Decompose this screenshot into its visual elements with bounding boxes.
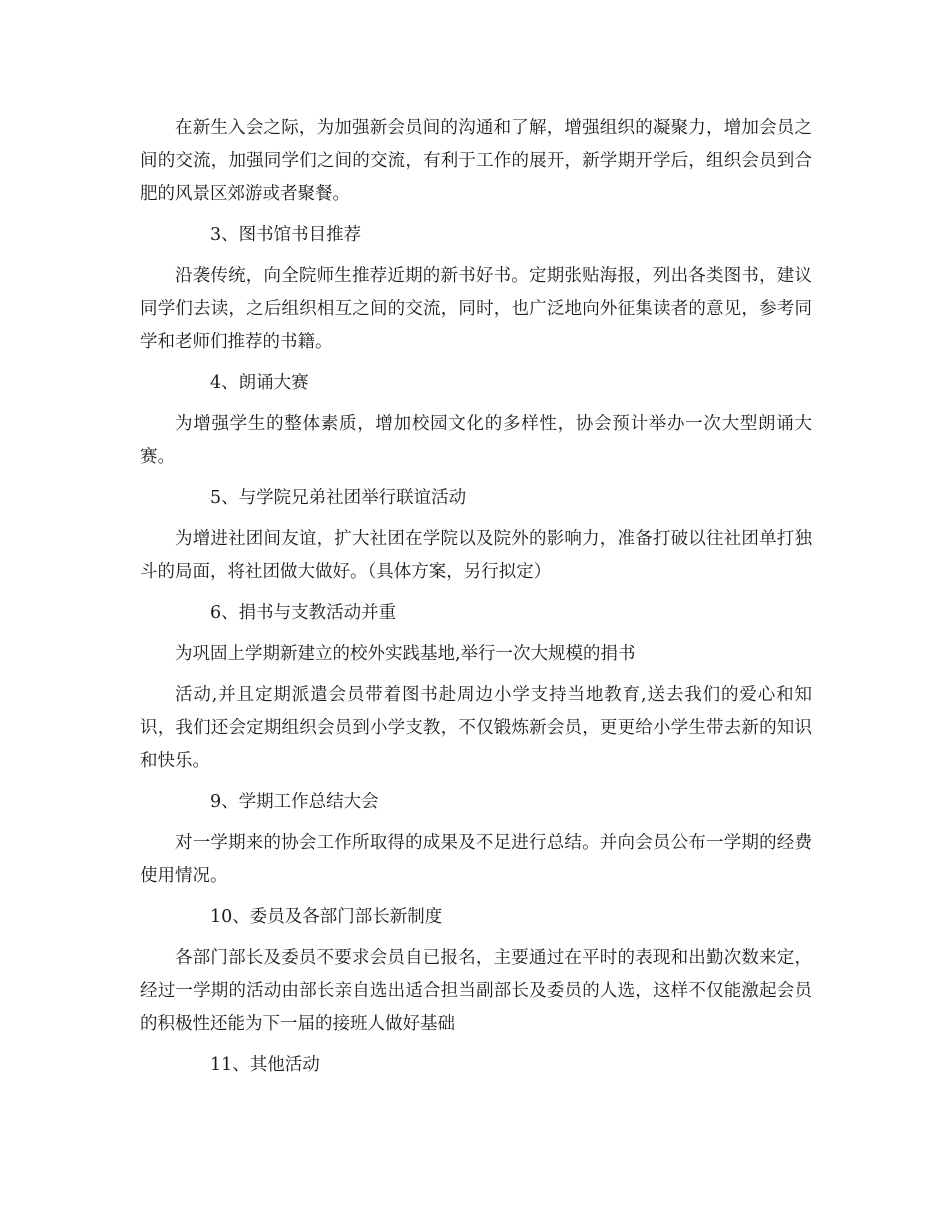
paragraph-orientation: 在新生入会之际，为加强新会员间的沟通和了解，增强组织的凝聚力，增加会员之间的交流，加强同学们之间的交流，有利于工作的展开，新学期开学后，组织会员到合肥的风景区郊游或者聚餐。 bbox=[140, 118, 812, 204]
paragraph-club-social: 为增进社团间友谊，扩大社团在学院以及院外的影响力，准备打破以往社团单打独斗的局面，将社团做大做好。（具体方案，另行拟定） bbox=[140, 529, 812, 582]
heading-book-donation: 6、捐书与支教活动并重 bbox=[210, 603, 397, 623]
paragraph-book-donation-1: 为巩固上学期新建立的校外实践基地,举行一次大规模的捐书 bbox=[175, 644, 636, 664]
paragraph-new-system: 各部门部长及委员不要求会员自已报名，主要通过在平时的表现和出勤次数来定，经过一学期的活动由部长亲自选出适合担当副部长及委员的人选，这样不仅能激起会员的积极性还能为下一届的接班人做好基础 bbox=[140, 948, 812, 1034]
heading-recitation-contest: 4、朗诵大赛 bbox=[210, 373, 309, 393]
paragraph-book-recommendation: 沿袭传统，向全院师生推荐近期的新书好书。定期张贴海报，列出各类图书，建议同学们去读，之后组织相互之间的交流，同时，也广泛地向外征集读者的意见，参考同学和老师们推荐的书籍。 bbox=[140, 266, 812, 352]
document-body bbox=[140, 112, 812, 1082]
heading-book-recommendation: 3、图书馆书目推荐 bbox=[210, 225, 362, 245]
heading-club-social: 5、与学院兄弟社团举行联谊活动 bbox=[210, 488, 467, 508]
paragraph-recitation-contest: 为增强学生的整体素质，增加校园文化的多样性，协会预计举办一次大型朗诵大赛。 bbox=[140, 414, 812, 467]
paragraph-book-donation-2: 活动,并且定期派遣会员带着图书赴周边小学支持当地教育,送去我们的爱心和知识，我们还会定期组织会员到小学支教，不仅锻炼新会员，更更给小学生带去新的知识和快乐。 bbox=[140, 685, 812, 771]
paragraph-term-summary: 对一学期来的协会工作所取得的成果及不足进行总结。并向会员公布一学期的经费使用情况。 bbox=[140, 833, 812, 886]
heading-other-activities: 11、其他活动 bbox=[210, 1055, 320, 1075]
heading-new-system: 10、委员及各部门部长新制度 bbox=[210, 907, 443, 927]
heading-term-summary: 9、学期工作总结大会 bbox=[210, 792, 379, 812]
